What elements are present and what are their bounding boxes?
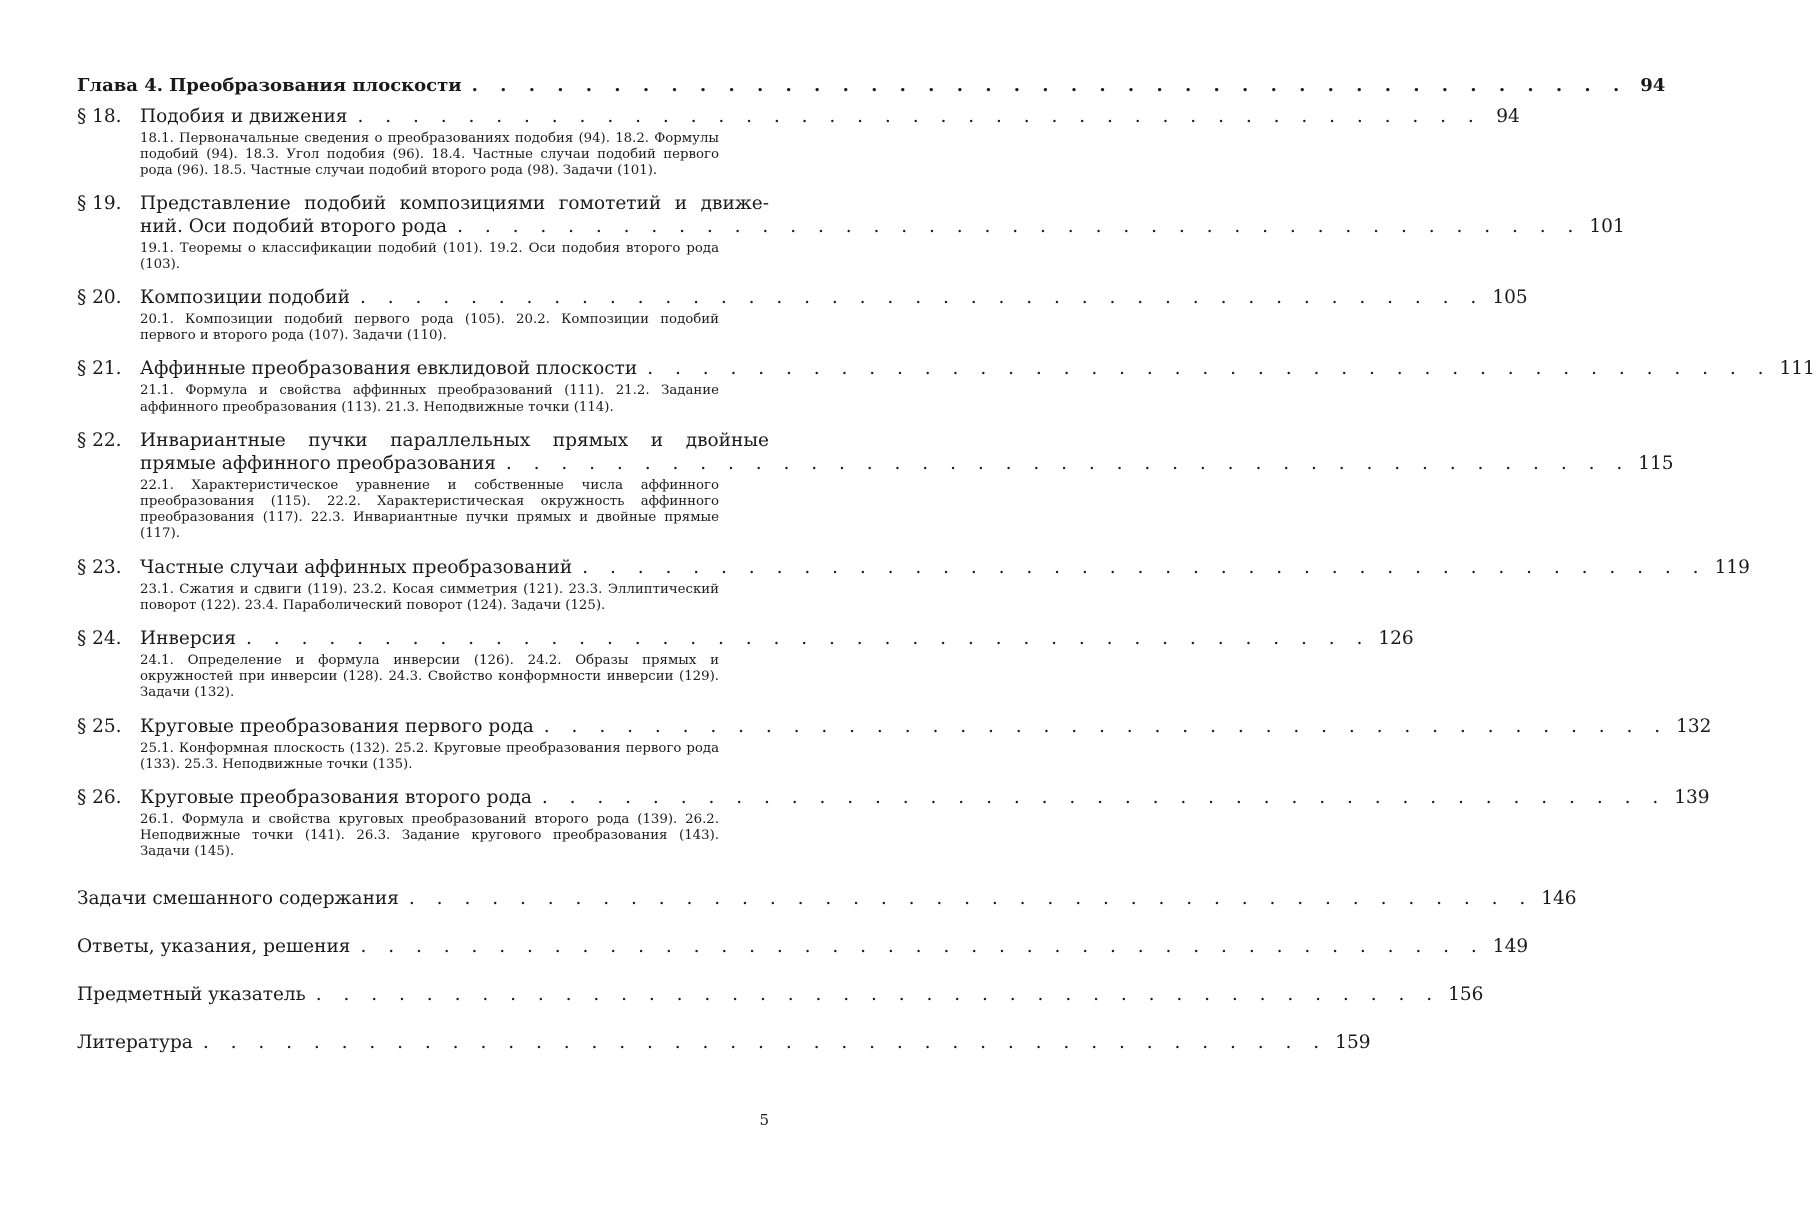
- section-20: [77, 286, 1528, 344]
- section-title: Аффинные преобразования евклидовой плоскости: [140, 358, 638, 380]
- section-19: [77, 192, 1625, 273]
- leader-dots: . . . . . . . . . . . . . . . . . . . . . . . . . . . . . . . . . . . . . . . . .: [202, 1031, 1328, 1053]
- section-18: [77, 105, 1520, 180]
- section-number: § 24.: [77, 628, 122, 650]
- section-title: Круговые преобразования первого рода: [140, 715, 534, 737]
- entry-title: Литература: [77, 1031, 193, 1053]
- leader-dots: . . . . . . . . . . . . . . . . . . . . . . . . . . . . . . . . . . . . . . . . .: [505, 452, 1631, 474]
- entry-page: 146: [1541, 887, 1577, 909]
- entry-title: Задачи смешанного содержания: [77, 887, 399, 909]
- section-page: 101: [1589, 215, 1625, 237]
- section-number: § 21.: [77, 358, 122, 380]
- section-number: § 25.: [77, 715, 122, 737]
- toc-entry-answers: [77, 935, 1529, 958]
- section-number: § 19.: [77, 192, 122, 214]
- leader-dots: . . . . . . . . . . . . . . . . . . . . . . . . . . . . . . . . . . . . . . . . .: [457, 215, 1582, 237]
- section-page: 126: [1378, 628, 1414, 650]
- toc-entry-problems: [77, 887, 1577, 910]
- section-title: ний. Оси подобий второго рода: [140, 215, 448, 237]
- chapter-title: Глава 4. Преобразования плоскости: [77, 75, 462, 96]
- section-number: § 18.: [77, 106, 122, 127]
- section-title-line-1: Инвариантные пучки параллельных прямых и двойные: [140, 429, 769, 451]
- section-26: [77, 786, 1710, 861]
- chapter-heading: [77, 74, 1666, 97]
- subsection-list: 18.1. Первоначальные сведения о преобразованиях подобия (94). 18.2. Формулы подобий (94). 18.3. Угол подобия (96). 18.4. Частные случаи подобий первого рода (96). 18.5. Частные случаи подобий второго рода (98). Задачи (101).: [140, 131, 719, 179]
- subsection-list: 20.1. Композиции подобий первого рода (105). 20.2. Композиции подобий первого и второго рода (107). Задачи (110).: [140, 312, 719, 344]
- section-23: [77, 556, 1750, 614]
- section-page: 94: [1496, 106, 1520, 127]
- subsection-list: 21.1. Формула и свойства аффинных преобразований (111). 21.2. Задание аффинного преобразования (113). 21.3. Неподвижные точки (114).: [140, 383, 719, 415]
- leader-dots: . . . . . . . . . . . . . . . . . . . . . . . . . . . . . . . . . . . . . . . . .: [315, 983, 1441, 1005]
- entry-page: 159: [1335, 1031, 1371, 1053]
- section-title: Инверсия: [140, 628, 237, 650]
- section-page: 139: [1674, 787, 1710, 809]
- entry-title: Предметный указатель: [77, 983, 306, 1005]
- section-title: Композиции подобий: [140, 287, 350, 309]
- leader-dots: . . . . . . . . . . . . . . . . . . . . . . . . . . . . . . . . . . . . . . . . .: [541, 787, 1667, 809]
- leader-dots: . . . . . . . . . . . . . . . . . . . . . . . . . . . . . . . . . . . . . . . . .: [543, 715, 1669, 737]
- subsection-list: 19.1. Теоремы о классификации подобий (101). 19.2. Оси подобия второго рода (103).: [140, 240, 719, 272]
- subsection-list: 26.1. Формула и свойства круговых преобразований второго рода (139). 26.2. Неподвижные точки (141). 26.3. Задание кругового преобразования (143). Задачи (145).: [140, 812, 719, 860]
- section-title: Частные случаи аффинных преобразований: [140, 556, 573, 578]
- toc-entry-literature: [77, 1031, 1371, 1054]
- section-number: § 23.: [77, 556, 122, 578]
- entry-page: 156: [1448, 983, 1484, 1005]
- section-21: [77, 357, 1815, 415]
- section-title: прямые аффинного преобразования: [140, 452, 496, 474]
- section-page: 115: [1638, 452, 1674, 474]
- entry-title: Ответы, указания, решения: [77, 935, 351, 957]
- section-page: 119: [1714, 556, 1750, 578]
- section-page: 111: [1779, 358, 1815, 380]
- leader-dots: . . . . . . . . . . . . . . . . . . . . . . . . . . . . . . . . . . . . . . . . .: [582, 556, 1707, 578]
- toc-entry-index: [77, 983, 1484, 1006]
- section-title: Подобия и движения: [140, 106, 348, 127]
- section-page: 132: [1676, 715, 1712, 737]
- section-number: § 20.: [77, 287, 122, 309]
- section-24: [77, 627, 1414, 702]
- section-number: § 22.: [77, 429, 122, 451]
- section-title: Круговые преобразования второго рода: [140, 787, 532, 809]
- entry-page: 149: [1492, 935, 1529, 957]
- leader-dots: . . . . . . . . . . . . . . . . . . . . . . . . . . . . . . . . . . . . . . . . .: [360, 935, 1485, 957]
- page-number: 5: [759, 1111, 769, 1129]
- subsection-list: 24.1. Определение и формула инверсии (126). 24.2. Образы прямых и окружностей при инверсии (128). 24.3. Свойство конформности инверсии (129). Задачи (132).: [140, 653, 719, 701]
- section-25: [77, 715, 1712, 773]
- subsection-list: 25.1. Конформная плоскость (132). 25.2. Круговые преобразования первого рода (133). 25.3. Неподвижные точки (135).: [140, 740, 719, 772]
- section-title-line-1: Представление подобий композициями гомотетий и движе-: [140, 192, 769, 214]
- subsection-list: 23.1. Сжатия и сдвиги (119). 23.2. Косая симметрия (121). 23.3. Эллиптический поворот (122). 23.4. Параболический поворот (124). Задачи (125).: [140, 581, 719, 613]
- section-page: 105: [1492, 287, 1528, 309]
- leader-dots: . . . . . . . . . . . . . . . . . . . . . . . . . . . . . . . . . . . . . . . . .: [471, 75, 1628, 96]
- leader-dots: . . . . . . . . . . . . . . . . . . . . . . . . . . . . . . . . . . . . . . . . .: [357, 106, 1482, 127]
- chapter-page: 94: [1640, 75, 1666, 96]
- section-number: § 26.: [77, 787, 122, 809]
- leader-dots: . . . . . . . . . . . . . . . . . . . . . . . . . . . . . . . . . . . . . . . . .: [408, 887, 1534, 909]
- subsection-list: 22.1. Характеристическое уравнение и собственные числа аффинного преобразования (115). 22.2. Характеристическая окружность аффинного преобразования (117). 22.3. Инвариантные пучки прямых и двойные прямые (117).: [140, 477, 719, 542]
- table-of-contents: [77, 70, 1815, 1054]
- leader-dots: . . . . . . . . . . . . . . . . . . . . . . . . . . . . . . . . . . . . . . . . .: [647, 358, 1772, 380]
- leader-dots: . . . . . . . . . . . . . . . . . . . . . . . . . . . . . . . . . . . . . . . . .: [246, 628, 1371, 650]
- section-22: [77, 429, 1674, 543]
- leader-dots: . . . . . . . . . . . . . . . . . . . . . . . . . . . . . . . . . . . . . . . . .: [359, 287, 1485, 309]
